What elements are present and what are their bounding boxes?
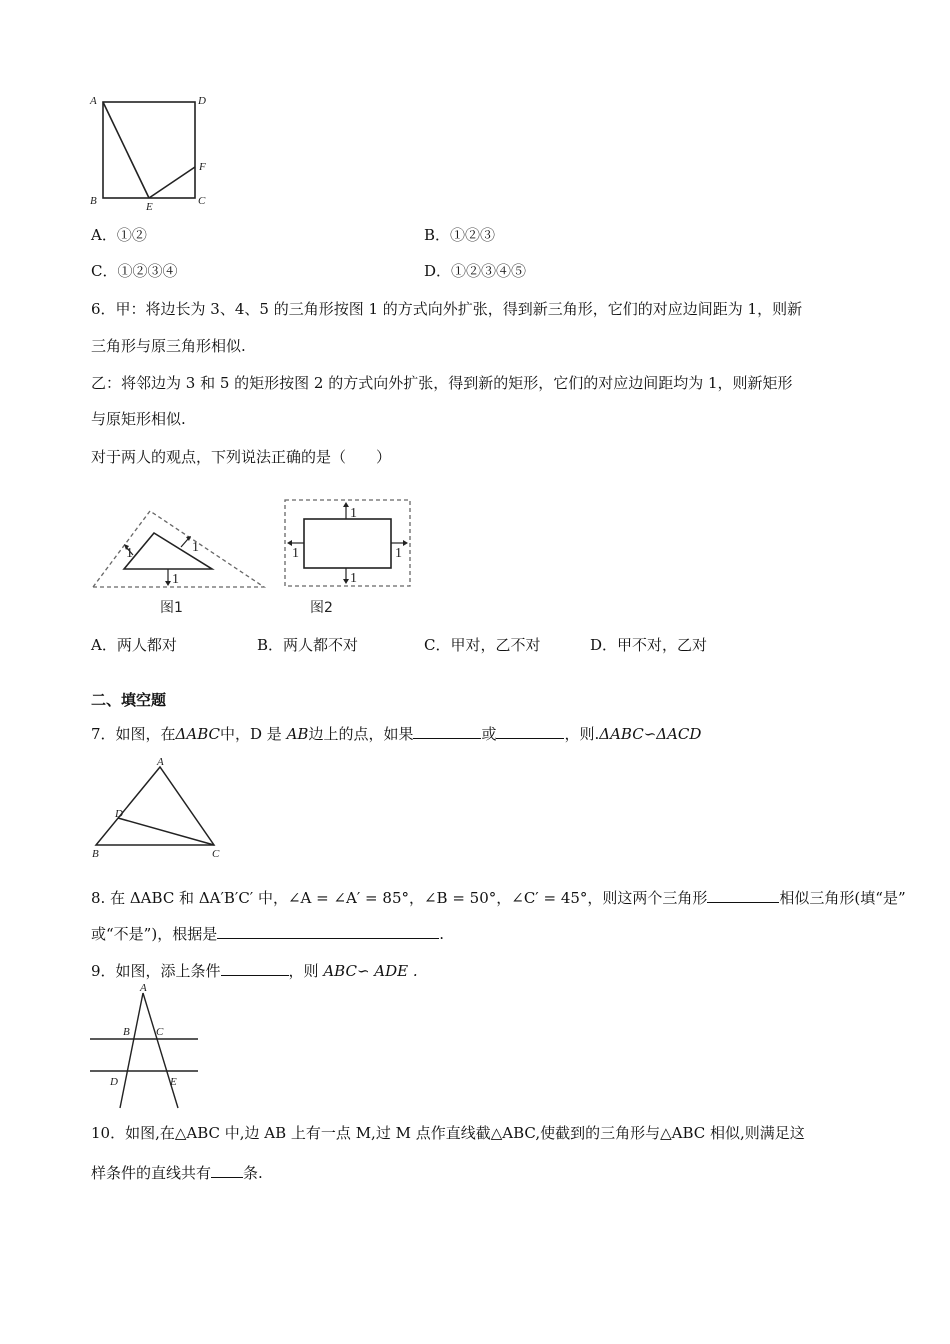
label-a: A [140, 982, 147, 994]
q10-blank[interactable] [211, 1163, 243, 1178]
label-e: E [146, 201, 153, 213]
q6-option-b: B．两人都不对 [257, 636, 359, 654]
q8-text2: 或“不是”)，根据是 [91, 925, 218, 943]
q8-text-end: 相似三角形(填“是” [779, 889, 906, 907]
distance-label: 1 [350, 506, 357, 521]
q6-line2: 三角形与原三角形相似. [91, 337, 246, 355]
label-d: D [110, 1076, 118, 1088]
distance-label: 1 [172, 572, 179, 587]
fig1-caption: 图1 [160, 600, 183, 616]
q7-prefix: 7．如图，在 [91, 725, 176, 743]
distance-label: 1 [126, 546, 133, 561]
label-c: C [156, 1026, 164, 1038]
q8-blank-1[interactable] [707, 888, 779, 903]
q9-mid: ，则 [288, 962, 319, 980]
q7-line [91, 724, 701, 742]
q9-blank[interactable] [221, 961, 289, 976]
option-a: A．①② [91, 226, 147, 244]
q7-ab: AB [286, 725, 309, 743]
q10-text-end: 条. [243, 1164, 263, 1182]
square-figure [88, 90, 218, 215]
label-b: B [123, 1026, 130, 1038]
distance-label: 1 [350, 571, 357, 586]
q7-triangle: ΔABC [175, 725, 220, 743]
q7-mid: 中，D 是 [220, 725, 282, 743]
q7-or: 或 [481, 725, 497, 743]
q6-option-d: D．甲不对，乙对 [590, 636, 708, 654]
q10-line2 [91, 1163, 263, 1181]
q6-option-c: C．甲对，乙不对 [424, 636, 541, 654]
label-d: D [115, 808, 123, 820]
label-d: D [198, 95, 206, 107]
label-a: A [90, 95, 97, 107]
q8-text2-end: . [439, 925, 444, 943]
q6-line3: 乙：将邻边为 3 和 5 的矩形按图 2 的方式向外扩张，得到新的矩形，它们的对应边间距均为 1，则新矩形 [91, 374, 793, 392]
label-c: C [198, 195, 206, 207]
expanded-rectangle-figure [280, 495, 415, 620]
q9-relation: ABC∽ ADE . [323, 962, 418, 980]
fig2-caption: 图2 [310, 600, 333, 616]
label-a: A [157, 756, 164, 768]
distance-label: 1 [395, 546, 402, 561]
label-c: C [212, 848, 220, 860]
label-f: F [199, 161, 206, 173]
label-b: B [92, 848, 99, 860]
expanded-triangle-figure [88, 495, 273, 620]
q8-line1 [91, 888, 906, 906]
option-b: B．①②③ [424, 226, 496, 244]
option-d: D．①②③④⑤ [424, 262, 527, 280]
q8-line2 [91, 924, 444, 942]
option-c: C．①②③④ [91, 262, 178, 280]
q7-mid2: 边上的点，如果 [308, 725, 414, 743]
q6-line1: 6．甲：将边长为 3、4、5 的三角形按图 1 的方式向外扩张，得到新三角形，它们的对应边间距为 1，则新 [91, 300, 803, 318]
distance-label: 1 [292, 546, 299, 561]
q10-text: 样条件的直线共有 [91, 1164, 212, 1182]
q8-text: 8. 在 ΔABC 和 ΔA′B′C′ 中，∠A = ∠A′ = 85°，∠B = 50°，∠C′ = 45°，则这两个三角形 [91, 889, 708, 907]
q8-blank-2[interactable] [217, 924, 439, 939]
q6-option-a: A．两人都对 [91, 636, 177, 654]
q9-line [91, 961, 418, 979]
q7-blank-2[interactable] [496, 724, 564, 739]
label-e: E [170, 1076, 177, 1088]
q10-line1: 10．如图,在△ABC 中,边 AB 上有一点 M,过 M 点作直线截△ABC,使截到的三角形与△ABC 相似,则满足这 [91, 1124, 805, 1142]
q9-prefix: 9．如图，添上条件 [91, 962, 221, 980]
parallel-lines-figure [88, 983, 213, 1113]
q7-then: ，则. [564, 725, 600, 743]
label-b: B [90, 195, 97, 207]
q7-blank-1[interactable] [413, 724, 481, 739]
section-title: 二、填空题 [91, 691, 167, 709]
q6-line4: 与原矩形相似. [91, 410, 186, 428]
q7-similarity: ΔABC∽ΔACD [599, 725, 702, 743]
q6-line5: 对于两人的观点，下列说法正确的是（ ） [91, 448, 392, 466]
distance-label: 1 [192, 540, 199, 555]
triangle-figure [88, 757, 228, 865]
